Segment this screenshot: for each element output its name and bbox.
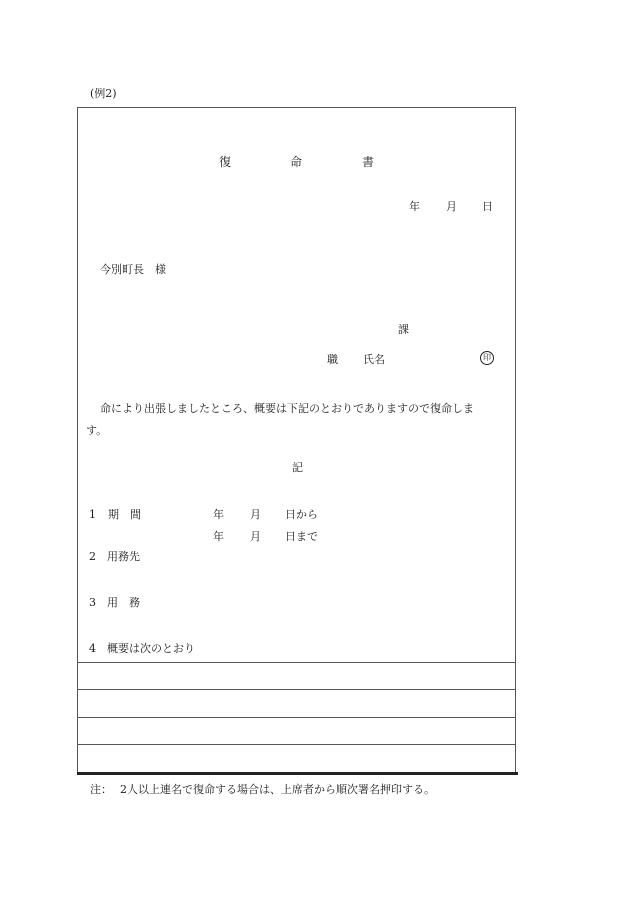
date-month: 月 xyxy=(446,200,457,213)
item-label: 期 間 xyxy=(108,508,141,521)
summary-rule xyxy=(77,717,516,718)
body-line: 命により出張しましたところ、概要は下記のとおりでありますので復命しま xyxy=(100,402,474,415)
body-line: す。 xyxy=(86,424,108,437)
date-day: 日 xyxy=(482,200,493,213)
note-text: 2人以上連名で復命する場合は、上席者から順次署名押印する。 xyxy=(120,783,435,796)
item-label: 概要は次のとおり xyxy=(107,642,195,655)
period-from-month: 月 xyxy=(250,508,261,521)
department-label: 課 xyxy=(398,323,409,336)
seal-mark: 印 xyxy=(480,351,494,365)
summary-rule xyxy=(77,689,516,690)
date-year: 年 xyxy=(409,200,420,213)
title-char: 復 xyxy=(219,155,232,169)
name-label: 氏名 xyxy=(363,353,385,366)
summary-rule xyxy=(77,744,516,745)
period-from-day: 日から xyxy=(285,508,318,521)
ki-label: 記 xyxy=(292,461,303,474)
item-number: 3 xyxy=(89,596,96,609)
period-to-month: 月 xyxy=(250,530,261,543)
period-from-year: 年 xyxy=(213,508,224,521)
item-label: 用 務 xyxy=(107,596,140,609)
addressee: 今別町長 様 xyxy=(100,263,166,276)
bottom-rule xyxy=(77,772,518,775)
example-label: (例2) xyxy=(90,87,117,100)
item-number: 4 xyxy=(89,642,96,655)
item-number: 2 xyxy=(89,550,96,563)
period-to-year: 年 xyxy=(213,530,224,543)
position-label: 職 xyxy=(327,353,338,366)
item-label: 用務先 xyxy=(107,550,140,563)
title-char: 命 xyxy=(290,155,303,169)
item-number: 1 xyxy=(89,508,96,521)
title-char: 書 xyxy=(362,155,375,169)
period-to-day: 日まで xyxy=(285,530,318,543)
summary-rule xyxy=(77,662,516,663)
note-label: 注： xyxy=(90,783,112,796)
